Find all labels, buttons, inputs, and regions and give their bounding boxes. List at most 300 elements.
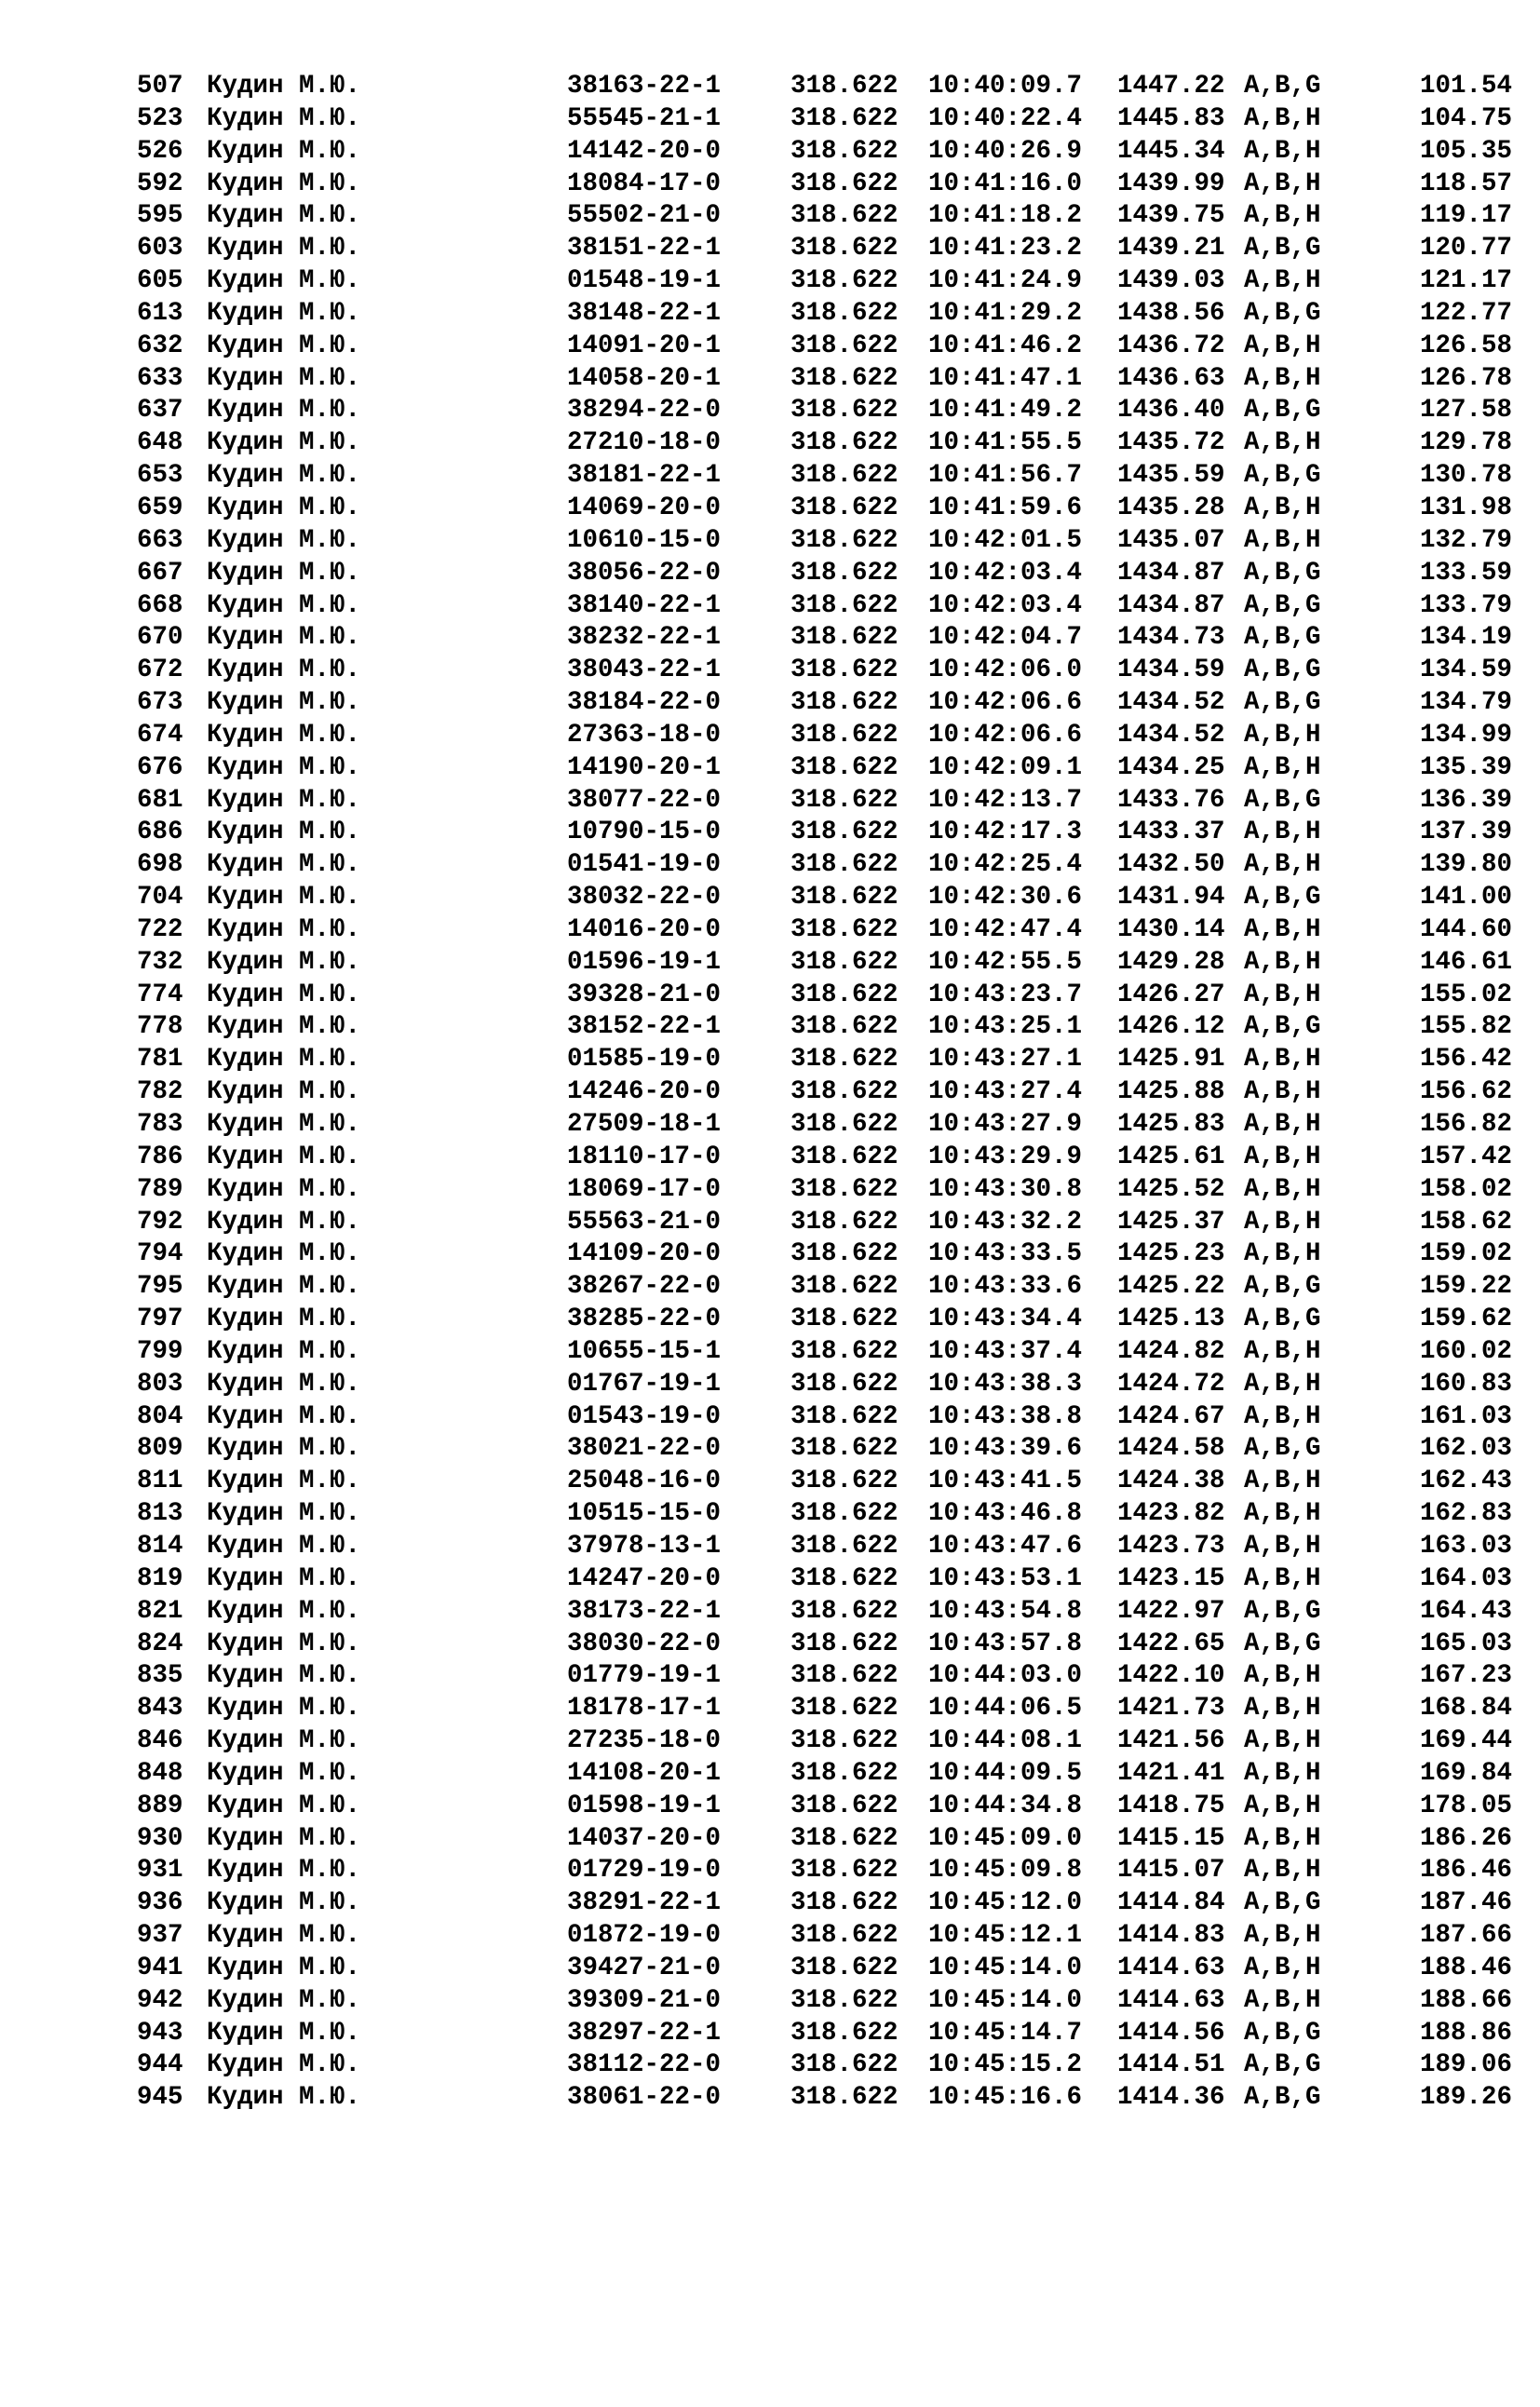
object-id: 38184-22-0 bbox=[567, 688, 722, 718]
frequency-value: 318.622 bbox=[790, 980, 898, 1009]
codes-value: A,B,G bbox=[1244, 72, 1321, 101]
range-value: 1434.59 bbox=[1117, 656, 1225, 685]
codes-value: A,B,H bbox=[1244, 1077, 1321, 1107]
frequency-value: 318.622 bbox=[790, 1596, 898, 1626]
time-value: 10:42:13.7 bbox=[928, 785, 1083, 815]
record-row bbox=[0, 1433, 1540, 1466]
record-row bbox=[0, 1304, 1540, 1336]
frequency-value: 318.622 bbox=[790, 266, 898, 296]
range-value: 1423.73 bbox=[1117, 1531, 1225, 1561]
observer-name: Кудин М.Ю. bbox=[207, 1531, 361, 1561]
object-id: 01767-19-1 bbox=[567, 1369, 722, 1399]
time-value: 10:41:59.6 bbox=[928, 493, 1083, 522]
time-value: 10:43:27.4 bbox=[928, 1077, 1083, 1107]
record-row bbox=[0, 1563, 1540, 1596]
last-value: 144.60 bbox=[1419, 914, 1512, 944]
range-value: 1423.82 bbox=[1117, 1499, 1225, 1529]
record-number: 819 bbox=[137, 1563, 183, 1593]
codes-value: A,B,G bbox=[1244, 590, 1321, 620]
range-value: 1439.03 bbox=[1117, 266, 1225, 296]
record-row bbox=[0, 395, 1540, 427]
last-value: 157.42 bbox=[1419, 1142, 1512, 1171]
codes-value: A,B,H bbox=[1244, 980, 1321, 1009]
last-value: 156.42 bbox=[1419, 1045, 1512, 1075]
range-value: 1436.63 bbox=[1117, 363, 1225, 393]
codes-value: A,B,H bbox=[1244, 525, 1321, 555]
frequency-value: 318.622 bbox=[790, 169, 898, 198]
last-value: 165.03 bbox=[1419, 1629, 1512, 1658]
frequency-value: 318.622 bbox=[790, 1207, 898, 1237]
frequency-value: 318.622 bbox=[790, 136, 898, 166]
codes-value: A,B,G bbox=[1244, 1596, 1321, 1626]
last-value: 158.62 bbox=[1419, 1207, 1512, 1237]
codes-value: A,B,G bbox=[1244, 298, 1321, 328]
range-value: 1422.97 bbox=[1117, 1596, 1225, 1626]
range-value: 1425.83 bbox=[1117, 1110, 1225, 1139]
record-row bbox=[0, 1725, 1540, 1758]
time-value: 10:40:22.4 bbox=[928, 103, 1083, 133]
record-number: 846 bbox=[137, 1726, 183, 1756]
range-value: 1435.28 bbox=[1117, 493, 1225, 522]
codes-value: A,B,H bbox=[1244, 1563, 1321, 1593]
codes-value: A,B,G bbox=[1244, 234, 1321, 264]
frequency-value: 318.622 bbox=[790, 234, 898, 264]
object-id: 18084-17-0 bbox=[567, 169, 722, 198]
codes-value: A,B,H bbox=[1244, 1467, 1321, 1496]
frequency-value: 318.622 bbox=[790, 1369, 898, 1399]
record-number: 931 bbox=[137, 1856, 183, 1886]
observer-name: Кудин М.Ю. bbox=[207, 493, 361, 522]
record-row bbox=[0, 1791, 1540, 1823]
codes-value: A,B,G bbox=[1244, 883, 1321, 913]
time-value: 10:43:32.2 bbox=[928, 1207, 1083, 1237]
object-id: 18178-17-1 bbox=[567, 1694, 722, 1724]
range-value: 1434.73 bbox=[1117, 623, 1225, 653]
observer-name: Кудин М.Ю. bbox=[207, 1499, 361, 1529]
time-value: 10:44:08.1 bbox=[928, 1726, 1083, 1756]
observer-name: Кудин М.Ю. bbox=[207, 558, 361, 588]
frequency-value: 318.622 bbox=[790, 1791, 898, 1820]
record-row bbox=[0, 914, 1540, 947]
range-value: 1432.50 bbox=[1117, 850, 1225, 880]
range-value: 1414.36 bbox=[1117, 2083, 1225, 2113]
codes-value: A,B,G bbox=[1244, 1305, 1321, 1334]
record-number: 794 bbox=[137, 1239, 183, 1269]
observer-name: Кудин М.Ю. bbox=[207, 1174, 361, 1204]
last-value: 104.75 bbox=[1419, 103, 1512, 133]
observer-name: Кудин М.Ю. bbox=[207, 266, 361, 296]
range-value: 1414.63 bbox=[1117, 1985, 1225, 2015]
observer-name: Кудин М.Ю. bbox=[207, 1694, 361, 1724]
object-id: 27210-18-0 bbox=[567, 428, 722, 458]
record-row bbox=[0, 655, 1540, 687]
object-id: 14109-20-0 bbox=[567, 1239, 722, 1269]
record-number: 943 bbox=[137, 2018, 183, 2048]
codes-value: A,B,H bbox=[1244, 818, 1321, 847]
frequency-value: 318.622 bbox=[790, 331, 898, 360]
last-value: 189.26 bbox=[1419, 2083, 1512, 2113]
record-number: 698 bbox=[137, 850, 183, 880]
last-value: 156.62 bbox=[1419, 1077, 1512, 1107]
range-value: 1431.94 bbox=[1117, 883, 1225, 913]
observer-name: Кудин М.Ю. bbox=[207, 1856, 361, 1886]
codes-value: A,B,H bbox=[1244, 136, 1321, 166]
record-number: 795 bbox=[137, 1272, 183, 1302]
time-value: 10:45:12.0 bbox=[928, 1888, 1083, 1918]
time-value: 10:41:24.9 bbox=[928, 266, 1083, 296]
time-value: 10:40:09.7 bbox=[928, 72, 1083, 101]
frequency-value: 318.622 bbox=[790, 201, 898, 231]
record-number: 781 bbox=[137, 1045, 183, 1075]
record-number: 821 bbox=[137, 1596, 183, 1626]
codes-value: A,B,H bbox=[1244, 947, 1321, 977]
codes-value: A,B,H bbox=[1244, 1045, 1321, 1075]
range-value: 1435.59 bbox=[1117, 461, 1225, 491]
object-id: 01585-19-0 bbox=[567, 1045, 722, 1075]
object-id: 38021-22-0 bbox=[567, 1434, 722, 1464]
time-value: 10:40:26.9 bbox=[928, 136, 1083, 166]
frequency-value: 318.622 bbox=[790, 525, 898, 555]
observer-name: Кудин М.Ю. bbox=[207, 1563, 361, 1593]
record-number: 686 bbox=[137, 818, 183, 847]
codes-value: A,B,G bbox=[1244, 2050, 1321, 2080]
record-row bbox=[0, 785, 1540, 818]
time-value: 10:45:09.8 bbox=[928, 1856, 1083, 1886]
frequency-value: 318.622 bbox=[790, 1921, 898, 1951]
range-value: 1425.23 bbox=[1117, 1239, 1225, 1269]
codes-value: A,B,G bbox=[1244, 656, 1321, 685]
frequency-value: 318.622 bbox=[790, 1531, 898, 1561]
observer-name: Кудин М.Ю. bbox=[207, 947, 361, 977]
last-value: 146.61 bbox=[1419, 947, 1512, 977]
record-row bbox=[0, 849, 1540, 882]
last-value: 122.77 bbox=[1419, 298, 1512, 328]
record-row bbox=[0, 1498, 1540, 1531]
codes-value: A,B,H bbox=[1244, 1174, 1321, 1204]
observer-name: Кудин М.Ю. bbox=[207, 1758, 361, 1788]
observer-name: Кудин М.Ю. bbox=[207, 688, 361, 718]
observer-name: Кудин М.Ю. bbox=[207, 1369, 361, 1399]
observer-name: Кудин М.Ю. bbox=[207, 1207, 361, 1237]
record-row bbox=[0, 1693, 1540, 1725]
codes-value: A,B,H bbox=[1244, 1694, 1321, 1724]
time-value: 10:42:06.6 bbox=[928, 720, 1083, 750]
codes-value: A,B,G bbox=[1244, 558, 1321, 588]
object-id: 39328-21-0 bbox=[567, 980, 722, 1009]
range-value: 1422.10 bbox=[1117, 1661, 1225, 1691]
observer-name: Кудин М.Ю. bbox=[207, 2018, 361, 2048]
record-row bbox=[0, 265, 1540, 298]
observer-name: Кудин М.Ю. bbox=[207, 1629, 361, 1658]
observer-name: Кудин М.Ю. bbox=[207, 1305, 361, 1334]
range-value: 1421.41 bbox=[1117, 1758, 1225, 1788]
observer-name: Кудин М.Ю. bbox=[207, 590, 361, 620]
observer-name: Кудин М.Ю. bbox=[207, 1110, 361, 1139]
observer-name: Кудин М.Ю. bbox=[207, 720, 361, 750]
record-row bbox=[0, 460, 1540, 493]
record-row bbox=[0, 720, 1540, 752]
time-value: 10:42:25.4 bbox=[928, 850, 1083, 880]
frequency-value: 318.622 bbox=[790, 1142, 898, 1171]
record-row bbox=[0, 590, 1540, 623]
time-value: 10:43:37.4 bbox=[928, 1336, 1083, 1366]
record-number: 811 bbox=[137, 1467, 183, 1496]
time-value: 10:43:41.5 bbox=[928, 1467, 1083, 1496]
frequency-value: 318.622 bbox=[790, 1888, 898, 1918]
codes-value: A,B,H bbox=[1244, 914, 1321, 944]
range-value: 1426.12 bbox=[1117, 1012, 1225, 1042]
record-row bbox=[0, 1336, 1540, 1369]
record-number: 523 bbox=[137, 103, 183, 133]
last-value: 159.02 bbox=[1419, 1239, 1512, 1269]
codes-value: A,B,G bbox=[1244, 2083, 1321, 2113]
observer-name: Кудин М.Ю. bbox=[207, 914, 361, 944]
frequency-value: 318.622 bbox=[790, 1985, 898, 2015]
range-value: 1433.37 bbox=[1117, 818, 1225, 847]
record-row bbox=[0, 1466, 1540, 1498]
last-value: 160.83 bbox=[1419, 1369, 1512, 1399]
record-number: 792 bbox=[137, 1207, 183, 1237]
codes-value: A,B,H bbox=[1244, 752, 1321, 782]
object-id: 38056-22-0 bbox=[567, 558, 722, 588]
range-value: 1424.58 bbox=[1117, 1434, 1225, 1464]
object-id: 38043-22-1 bbox=[567, 656, 722, 685]
last-value: 155.82 bbox=[1419, 1012, 1512, 1042]
record-row bbox=[0, 1920, 1540, 1953]
codes-value: A,B,H bbox=[1244, 1791, 1321, 1820]
record-row bbox=[0, 525, 1540, 558]
observer-name: Кудин М.Ю. bbox=[207, 1401, 361, 1431]
record-number: 648 bbox=[137, 428, 183, 458]
range-value: 1425.22 bbox=[1117, 1272, 1225, 1302]
frequency-value: 318.622 bbox=[790, 1272, 898, 1302]
last-value: 121.17 bbox=[1419, 266, 1512, 296]
object-id: 38267-22-0 bbox=[567, 1272, 722, 1302]
range-value: 1425.13 bbox=[1117, 1305, 1225, 1334]
observer-name: Кудин М.Ю. bbox=[207, 1012, 361, 1042]
record-row bbox=[0, 947, 1540, 980]
frequency-value: 318.622 bbox=[790, 720, 898, 750]
range-value: 1418.75 bbox=[1117, 1791, 1225, 1820]
time-value: 10:43:53.1 bbox=[928, 1563, 1083, 1593]
record-number: 803 bbox=[137, 1369, 183, 1399]
frequency-value: 318.622 bbox=[790, 2018, 898, 2048]
object-id: 14142-20-0 bbox=[567, 136, 722, 166]
codes-value: A,B,G bbox=[1244, 1888, 1321, 1918]
frequency-value: 318.622 bbox=[790, 1401, 898, 1431]
object-id: 38232-22-1 bbox=[567, 623, 722, 653]
object-id: 18110-17-0 bbox=[567, 1142, 722, 1171]
record-number: 944 bbox=[137, 2050, 183, 2080]
time-value: 10:41:23.2 bbox=[928, 234, 1083, 264]
record-row bbox=[0, 2082, 1540, 2115]
last-value: 162.43 bbox=[1419, 1467, 1512, 1496]
record-row bbox=[0, 558, 1540, 590]
last-value: 136.39 bbox=[1419, 785, 1512, 815]
frequency-value: 318.622 bbox=[790, 785, 898, 815]
range-value: 1425.91 bbox=[1117, 1045, 1225, 1075]
record-number: 667 bbox=[137, 558, 183, 588]
object-id: 39309-21-0 bbox=[567, 1985, 722, 2015]
range-value: 1414.63 bbox=[1117, 1953, 1225, 1982]
last-value: 101.54 bbox=[1419, 72, 1512, 101]
frequency-value: 318.622 bbox=[790, 2083, 898, 2113]
observer-name: Кудин М.Ю. bbox=[207, 1791, 361, 1820]
observer-name: Кудин М.Ю. bbox=[207, 2050, 361, 2080]
time-value: 10:44:09.5 bbox=[928, 1758, 1083, 1788]
record-number: 930 bbox=[137, 1823, 183, 1853]
codes-value: A,B,H bbox=[1244, 850, 1321, 880]
observer-name: Кудин М.Ю. bbox=[207, 525, 361, 555]
range-value: 1415.07 bbox=[1117, 1856, 1225, 1886]
record-row bbox=[0, 1596, 1540, 1629]
last-value: 130.78 bbox=[1419, 461, 1512, 491]
object-id: 14091-20-1 bbox=[567, 331, 722, 360]
object-id: 38112-22-0 bbox=[567, 2050, 722, 2080]
time-value: 10:41:47.1 bbox=[928, 363, 1083, 393]
last-value: 134.79 bbox=[1419, 688, 1512, 718]
object-id: 27363-18-0 bbox=[567, 720, 722, 750]
last-value: 139.80 bbox=[1419, 850, 1512, 880]
object-id: 37978-13-1 bbox=[567, 1531, 722, 1561]
object-id: 14069-20-0 bbox=[567, 493, 722, 522]
range-value: 1435.72 bbox=[1117, 428, 1225, 458]
object-id: 38140-22-1 bbox=[567, 590, 722, 620]
object-id: 14037-20-0 bbox=[567, 1823, 722, 1853]
codes-value: A,B,H bbox=[1244, 266, 1321, 296]
object-id: 38151-22-1 bbox=[567, 234, 722, 264]
frequency-value: 318.622 bbox=[790, 428, 898, 458]
observer-name: Кудин М.Ю. bbox=[207, 1239, 361, 1269]
record-number: 633 bbox=[137, 363, 183, 393]
range-value: 1426.27 bbox=[1117, 980, 1225, 1009]
frequency-value: 318.622 bbox=[790, 1563, 898, 1593]
record-number: 676 bbox=[137, 752, 183, 782]
object-id: 01548-19-1 bbox=[567, 266, 722, 296]
codes-value: A,B,G bbox=[1244, 461, 1321, 491]
frequency-value: 318.622 bbox=[790, 103, 898, 133]
range-value: 1425.61 bbox=[1117, 1142, 1225, 1171]
range-value: 1414.56 bbox=[1117, 2018, 1225, 2048]
frequency-value: 318.622 bbox=[790, 493, 898, 522]
record-number: 526 bbox=[137, 136, 183, 166]
last-value: 186.46 bbox=[1419, 1856, 1512, 1886]
time-value: 10:41:46.2 bbox=[928, 331, 1083, 360]
observer-name: Кудин М.Ю. bbox=[207, 1336, 361, 1366]
observer-name: Кудин М.Ю. bbox=[207, 363, 361, 393]
time-value: 10:42:17.3 bbox=[928, 818, 1083, 847]
observer-name: Кудин М.Ю. bbox=[207, 331, 361, 360]
observer-name: Кудин М.Ю. bbox=[207, 1142, 361, 1171]
last-value: 178.05 bbox=[1419, 1791, 1512, 1820]
object-id: 01729-19-0 bbox=[567, 1856, 722, 1886]
time-value: 10:43:33.5 bbox=[928, 1239, 1083, 1269]
observer-name: Кудин М.Ю. bbox=[207, 883, 361, 913]
observer-name: Кудин М.Ю. bbox=[207, 623, 361, 653]
record-number: 789 bbox=[137, 1174, 183, 1204]
last-value: 161.03 bbox=[1419, 1401, 1512, 1431]
record-number: 605 bbox=[137, 266, 183, 296]
codes-value: A,B,G bbox=[1244, 396, 1321, 426]
observer-name: Кудин М.Ю. bbox=[207, 169, 361, 198]
time-value: 10:42:30.6 bbox=[928, 883, 1083, 913]
frequency-value: 318.622 bbox=[790, 1499, 898, 1529]
record-row bbox=[0, 1823, 1540, 1856]
last-value: 120.77 bbox=[1419, 234, 1512, 264]
object-id: 27235-18-0 bbox=[567, 1726, 722, 1756]
frequency-value: 318.622 bbox=[790, 688, 898, 718]
codes-value: A,B,G bbox=[1244, 623, 1321, 653]
record-row bbox=[0, 752, 1540, 785]
object-id: 55502-21-0 bbox=[567, 201, 722, 231]
codes-value: A,B,G bbox=[1244, 785, 1321, 815]
record-row bbox=[0, 1011, 1540, 1044]
range-value: 1414.83 bbox=[1117, 1921, 1225, 1951]
last-value: 189.06 bbox=[1419, 2050, 1512, 2080]
codes-value: A,B,H bbox=[1244, 1953, 1321, 1982]
codes-value: A,B,G bbox=[1244, 2018, 1321, 2048]
observer-name: Кудин М.Ю. bbox=[207, 396, 361, 426]
record-row bbox=[0, 1629, 1540, 1661]
record-row bbox=[0, 1369, 1540, 1401]
last-value: 187.66 bbox=[1419, 1921, 1512, 1951]
frequency-value: 318.622 bbox=[790, 461, 898, 491]
codes-value: A,B,H bbox=[1244, 201, 1321, 231]
observer-name: Кудин М.Ю. bbox=[207, 1434, 361, 1464]
codes-value: A,B,H bbox=[1244, 103, 1321, 133]
observer-name: Кудин М.Ю. bbox=[207, 785, 361, 815]
last-value: 186.26 bbox=[1419, 1823, 1512, 1853]
time-value: 10:41:29.2 bbox=[928, 298, 1083, 328]
last-value: 163.03 bbox=[1419, 1531, 1512, 1561]
record-row bbox=[0, 687, 1540, 720]
object-id: 01541-19-0 bbox=[567, 850, 722, 880]
codes-value: A,B,H bbox=[1244, 1823, 1321, 1853]
record-number: 942 bbox=[137, 1985, 183, 2015]
last-value: 134.99 bbox=[1419, 720, 1512, 750]
record-number: 668 bbox=[137, 590, 183, 620]
object-id: 27509-18-1 bbox=[567, 1110, 722, 1139]
last-value: 127.58 bbox=[1419, 396, 1512, 426]
observer-name: Кудин М.Ю. bbox=[207, 201, 361, 231]
record-row bbox=[0, 1174, 1540, 1207]
observer-name: Кудин М.Ю. bbox=[207, 1272, 361, 1302]
record-number: 672 bbox=[137, 656, 183, 685]
object-id: 10790-15-0 bbox=[567, 818, 722, 847]
codes-value: A,B,G bbox=[1244, 1012, 1321, 1042]
record-number: 809 bbox=[137, 1434, 183, 1464]
frequency-value: 318.622 bbox=[790, 1305, 898, 1334]
record-row bbox=[0, 1401, 1540, 1434]
time-value: 10:44:03.0 bbox=[928, 1661, 1083, 1691]
record-number: 603 bbox=[137, 234, 183, 264]
last-value: 188.66 bbox=[1419, 1985, 1512, 2015]
codes-value: A,B,G bbox=[1244, 1629, 1321, 1658]
observer-name: Кудин М.Ю. bbox=[207, 980, 361, 1009]
range-value: 1425.88 bbox=[1117, 1077, 1225, 1107]
range-value: 1424.82 bbox=[1117, 1336, 1225, 1366]
record-number: 786 bbox=[137, 1142, 183, 1171]
range-value: 1414.84 bbox=[1117, 1888, 1225, 1918]
record-row bbox=[0, 363, 1540, 396]
last-value: 133.79 bbox=[1419, 590, 1512, 620]
range-value: 1423.15 bbox=[1117, 1563, 1225, 1593]
frequency-value: 318.622 bbox=[790, 396, 898, 426]
last-value: 129.78 bbox=[1419, 428, 1512, 458]
observer-name: Кудин М.Ю. bbox=[207, 103, 361, 133]
time-value: 10:43:38.8 bbox=[928, 1401, 1083, 1431]
time-value: 10:45:14.0 bbox=[928, 1985, 1083, 2015]
